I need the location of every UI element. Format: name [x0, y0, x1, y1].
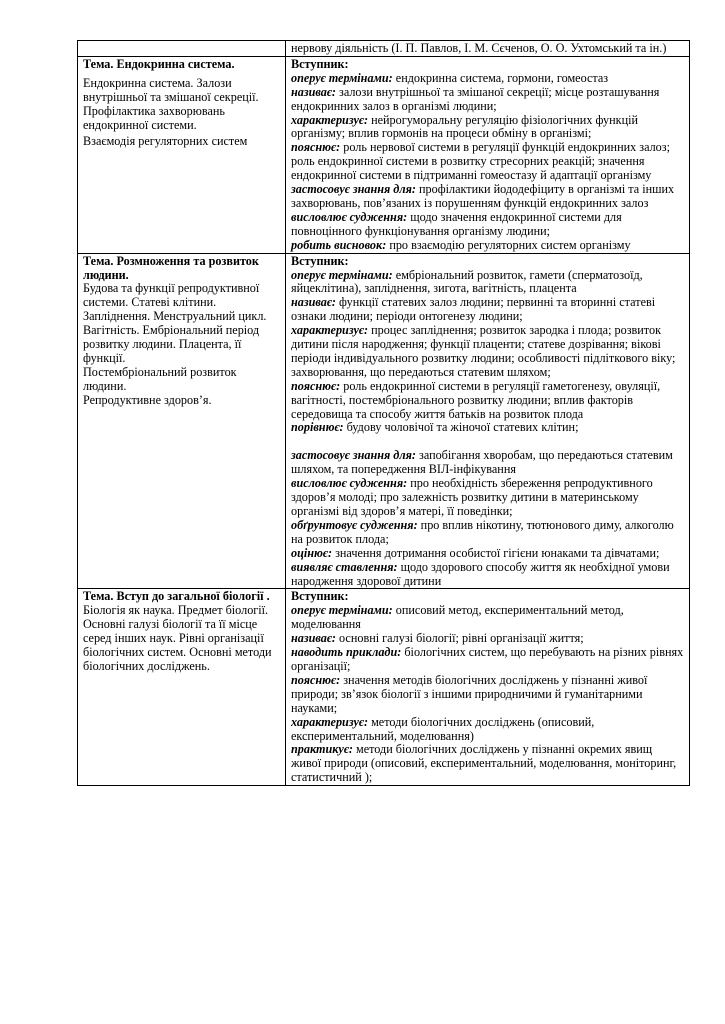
- requirement-item: порівнює: будову чоловічої та жіночої статевих клітин;: [291, 420, 579, 435]
- topic-paragraph: Репродуктивне здоров’я.: [83, 392, 212, 407]
- requirement-label: висловлює судження:: [291, 476, 408, 491]
- requirement-item: характеризує: методи біологічних досліджень (описовий, експериментальний, моделювання): [291, 714, 595, 743]
- requirement-item: виявляє ставлення: щодо здорового способу життя як необхідної умови народження здорової дитини: [291, 559, 670, 588]
- requirement-item: характеризує: нейрогуморальну регуляцію фізіологічних функцій організму; вплив гормонів на процеси обміну в організмі;: [291, 112, 639, 141]
- topic-paragraph: Ендокринна система. Залози внутрішньої та змішаної секреції. Профілактика захворювань ендокринної системи.: [83, 75, 259, 132]
- topic-cell: [78, 589, 286, 786]
- requirement-label: висловлює судження:: [291, 209, 408, 224]
- requirement-label: пояснює:: [291, 378, 341, 393]
- requirement-item: висловлює судження: щодо значення ендокринної системи для повноцінного функціонування організму людини;: [291, 209, 622, 238]
- requirement-item: застосовує знання для: запобігання хворобам, що передаються статевим шляхом, та попередження ВІЛ-інфікування: [291, 448, 673, 477]
- requirement-label: характеризує:: [291, 323, 369, 338]
- applicant-heading: Вступник:: [291, 56, 349, 71]
- requirement-label: характеризує:: [291, 112, 369, 127]
- requirement-label: називає:: [291, 84, 336, 99]
- topic-title: Тема. Вступ до загальної біології .: [83, 589, 270, 604]
- requirement-label: практикує:: [291, 742, 353, 757]
- requirement-label: називає:: [291, 295, 336, 310]
- requirement-item: оцінює: значення дотримання особистої гігієни юнаками та дівчатами;: [291, 545, 660, 560]
- requirement-item: обґрунтовує судження: про вплив нікотину, тютюнового диму, алкоголю на розвиток плода;: [291, 517, 674, 546]
- requirement-item: практикує: методи біологічних досліджень у пізнанні окремих явищ живої природи (описовий, експериментальний, моделювання, моніторинг, статистичний );: [291, 742, 677, 785]
- requirement-label: наводить приклади:: [291, 645, 402, 660]
- topic-title: Тема. Розмноження та розвиток людини.: [83, 253, 259, 282]
- requirement-item: пояснює: роль ендокринної системи в регуляції гаметогенезу, овуляції, вагітності, постембріонального розвитку людини; вплив факторів середовища та способу життя батьків на розвиток плода: [291, 378, 661, 421]
- topic-paragraph: Будова та функції репродуктивної системи. Статеві клітини.: [83, 281, 260, 310]
- requirement-label: пояснює:: [291, 672, 341, 687]
- topic-paragraph: Постембріональний розвиток людини.: [83, 364, 237, 393]
- requirement-label: обґрунтовує судження:: [291, 517, 418, 532]
- requirement-item: називає: основні галузі біології; рівні організації життя;: [291, 631, 584, 646]
- requirement-label: називає:: [291, 631, 336, 646]
- topic-title: Тема. Ендокринна система.: [83, 56, 235, 71]
- requirement-label: застосовує знання для:: [291, 182, 416, 197]
- requirements-cell: [286, 589, 690, 786]
- requirement-item: пояснює: роль нервової системи в регуляції функцій ендокринних залоз; роль ендокринної системи в розвитку стресорних реакцій; значення ендокринної системи в підтриманні гомеостазу й адаптації організму: [291, 140, 670, 183]
- topic-paragraph: Біологія як наука. Предмет біології. Основні галузі біології та її місце серед інших наук. Рівні організації біологічних систем. Основні методи біологічних досліджень.: [83, 603, 272, 673]
- requirement-item: робить висновок: про взаємодію регуляторних систем організму: [291, 237, 631, 252]
- applicant-heading: Вступник:: [291, 589, 349, 604]
- requirement-item: оперує термінами: описовий метод, експериментальний метод, моделювання: [291, 603, 624, 632]
- requirement-item: висловлює судження: про необхідність збереження репродуктивного здоров’я молоді; про залежність розвитку дитини в материнському організмі від здоров’я матері, її поведінки;: [291, 476, 653, 518]
- requirement-item: характеризує: процес запліднення; розвиток зародка і плода; розвиток дитини після народження; функції плаценти; статеве дозрівання; вікові періоди індивідуального розвитку людини; особливості підліткового віку; захворювання, що передаються статевим шляхом;: [291, 323, 676, 379]
- requirements-cell: [286, 253, 690, 589]
- requirement-label: характеризує:: [291, 714, 369, 729]
- requirement-label: робить висновок:: [291, 237, 387, 252]
- requirement-item: наводить приклади: біологічних систем, що перебувають на різних рівнях організації;: [291, 645, 684, 673]
- requirement-label: оперує термінами:: [291, 70, 393, 85]
- requirement-item: оперує термінами: ембріональний розвиток, гамети (сперматозоїд, яйцеклітина), запліднення, зигота, вагітність, плацента: [291, 267, 643, 296]
- topic-cell: [78, 56, 286, 253]
- topic-paragraph: Запліднення. Менструальний цикл.: [83, 309, 267, 324]
- requirement-label: застосовує знання для:: [291, 448, 416, 463]
- requirement-item: оперує термінами: ендокринна система, гормони, гомеостаз: [291, 70, 609, 85]
- table-row: [78, 56, 690, 253]
- requirement-item: пояснює: значення методів біологічних досліджень у пізнанні живої природи; зв’язок біології з іншими природничими й гуманітарними науками;: [291, 672, 648, 715]
- table-row: [78, 589, 690, 786]
- requirement-label: оперує термінами:: [291, 267, 393, 282]
- blank-line: [291, 435, 685, 449]
- requirement-item: називає: залози внутрішньої та змішаної секреції; місце розташування ендокринних залоз в організмі людини;: [291, 84, 660, 113]
- topic-paragraph: Вагітність. Ембріональний період розвитку людини. Плацента, її функції.: [83, 323, 260, 365]
- applicant-heading: Вступник:: [291, 253, 349, 268]
- requirement-item: застосовує знання для: профілактики йододефіциту в організмі та інших захворювань, пов’язаних із порушенням функцій ендокринних залоз: [291, 182, 675, 210]
- requirements-cell: [286, 41, 690, 57]
- topic-paragraph: Взаємодія регуляторних систем: [83, 134, 248, 149]
- requirement-label: пояснює:: [291, 140, 341, 155]
- requirement-label: оцінює:: [291, 545, 333, 560]
- topic-cell: [78, 253, 286, 589]
- requirements-cell: [286, 56, 690, 253]
- table-row: [78, 253, 690, 589]
- requirement-label: виявляє ставлення:: [291, 559, 398, 574]
- requirement-label: порівнює:: [291, 420, 344, 435]
- topic-cell: [78, 41, 286, 57]
- requirement-item: нервову діяльність (І. П. Павлов, І. М. Сєченов, О. О. Ухтомський та ін.): [291, 41, 667, 55]
- requirement-item: називає: функції статевих залоз людини; первинні та вторинні статеві ознаки людини; періоди онтогенезу людини;: [291, 295, 656, 324]
- curriculum-table: [77, 40, 690, 786]
- table-row: [78, 41, 690, 57]
- requirement-label: оперує термінами:: [291, 603, 393, 618]
